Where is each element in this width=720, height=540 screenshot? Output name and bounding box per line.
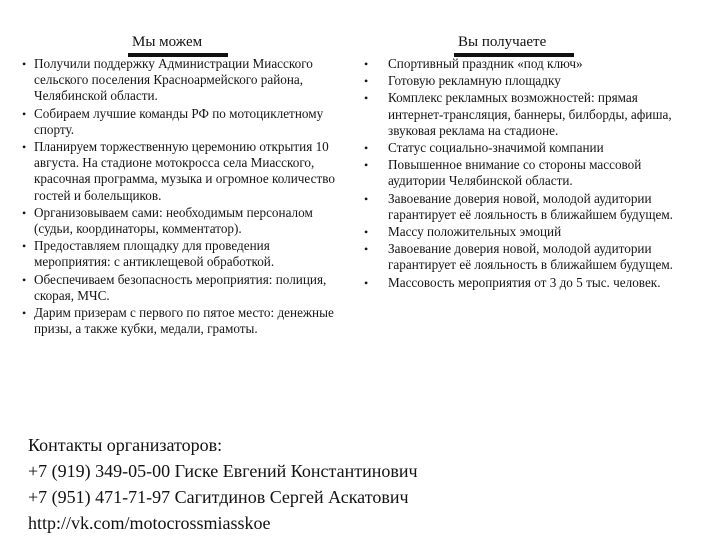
list-item: • Готовую рекламную площадку [364, 73, 561, 89]
contacts-block [28, 432, 688, 536]
list-item: • Дарим призерам с первого по пятое место: денежные призы, а также кубки, медали, грамоты. [22, 305, 334, 337]
list-item: • Спортивный праздник «под ключ» [364, 56, 583, 71]
bullet-icon: • [22, 239, 27, 254]
left-column-title-text: Мы можем [132, 34, 203, 50]
right-column-title [458, 34, 574, 57]
bullet-icon: • [364, 191, 369, 206]
bullet-icon: • [364, 91, 369, 106]
list-item: • Статус социально-значимой компании [364, 140, 604, 156]
left-column-title [132, 34, 228, 57]
bullet-icon: • [22, 306, 27, 321]
bullet-icon: • [364, 225, 369, 240]
list-item: • Планируем торжественную церемонию открытия 10 августа. На стадионе мотокросса села Миасского, красочная программа, музыка и огромное количество гостей и болельщиков. [22, 139, 335, 203]
contact-url: http://vk.com/motocrossmiasskoe [28, 513, 271, 533]
bullet-icon: • [364, 275, 369, 290]
list-item: • Завоевание доверия новой, молодой аудитории гарантирует её лояльность в ближайшем будущем. [364, 241, 673, 273]
list-item: • Повышенное внимание со стороны массовой аудитории Челябинской области. [364, 157, 642, 189]
bullet-icon: • [364, 158, 369, 173]
right-bullet-list [364, 56, 680, 292]
list-item: • Организовываем сами: необходимым персоналом (судьи, координаторы, комментатор). [22, 204, 313, 237]
contact-phone-1: +7 (919) 349-05-00 Гиске Евгений Константинович [28, 461, 418, 481]
list-item: • Получили поддержку Администрации Миасского сельского поселения Красноармейского района, Челябинской области. [22, 56, 313, 104]
bullet-icon: • [22, 272, 27, 287]
list-item: • Обеспечиваем безопасность мероприятия: полиция, скорая, МЧС. [22, 271, 327, 303]
bullet-icon: • [22, 205, 27, 220]
bullet-icon: • [364, 141, 369, 156]
contacts-heading: Контакты организаторов: [28, 435, 223, 455]
bullet-icon: • [364, 242, 369, 257]
list-item: • Массовость мероприятия от 3 до 5 тыс. человек. [364, 274, 661, 290]
left-bullet-list [22, 56, 340, 338]
list-item: • Завоевание доверия новой, молодой аудитории гарантирует её лояльность в ближайшем будущем. [364, 190, 673, 222]
bullet-icon: • [364, 74, 369, 89]
list-item: • Собираем лучшие команды РФ по мотоциклетному спорту. [22, 105, 324, 137]
right-column-title-text: Вы получаете [458, 34, 547, 50]
list-item: • Предоставляем площадку для проведения мероприятия: с антиклещевой обработкой. [22, 238, 275, 270]
list-item: • Комплекс рекламных возможностей: прямая интернет-трансляция, баннеры, билборды, афиша, звуковая реклама на стадионе. [364, 90, 672, 138]
contact-phone-2: +7 (951) 471-71-97 Сагитдинов Сергей Аскатович [28, 487, 409, 507]
bullet-icon: • [22, 57, 27, 71]
list-item: • Массу положительных эмоций [364, 224, 562, 240]
bullet-icon: • [364, 57, 369, 71]
bullet-icon: • [22, 140, 27, 155]
bullet-icon: • [22, 106, 27, 121]
